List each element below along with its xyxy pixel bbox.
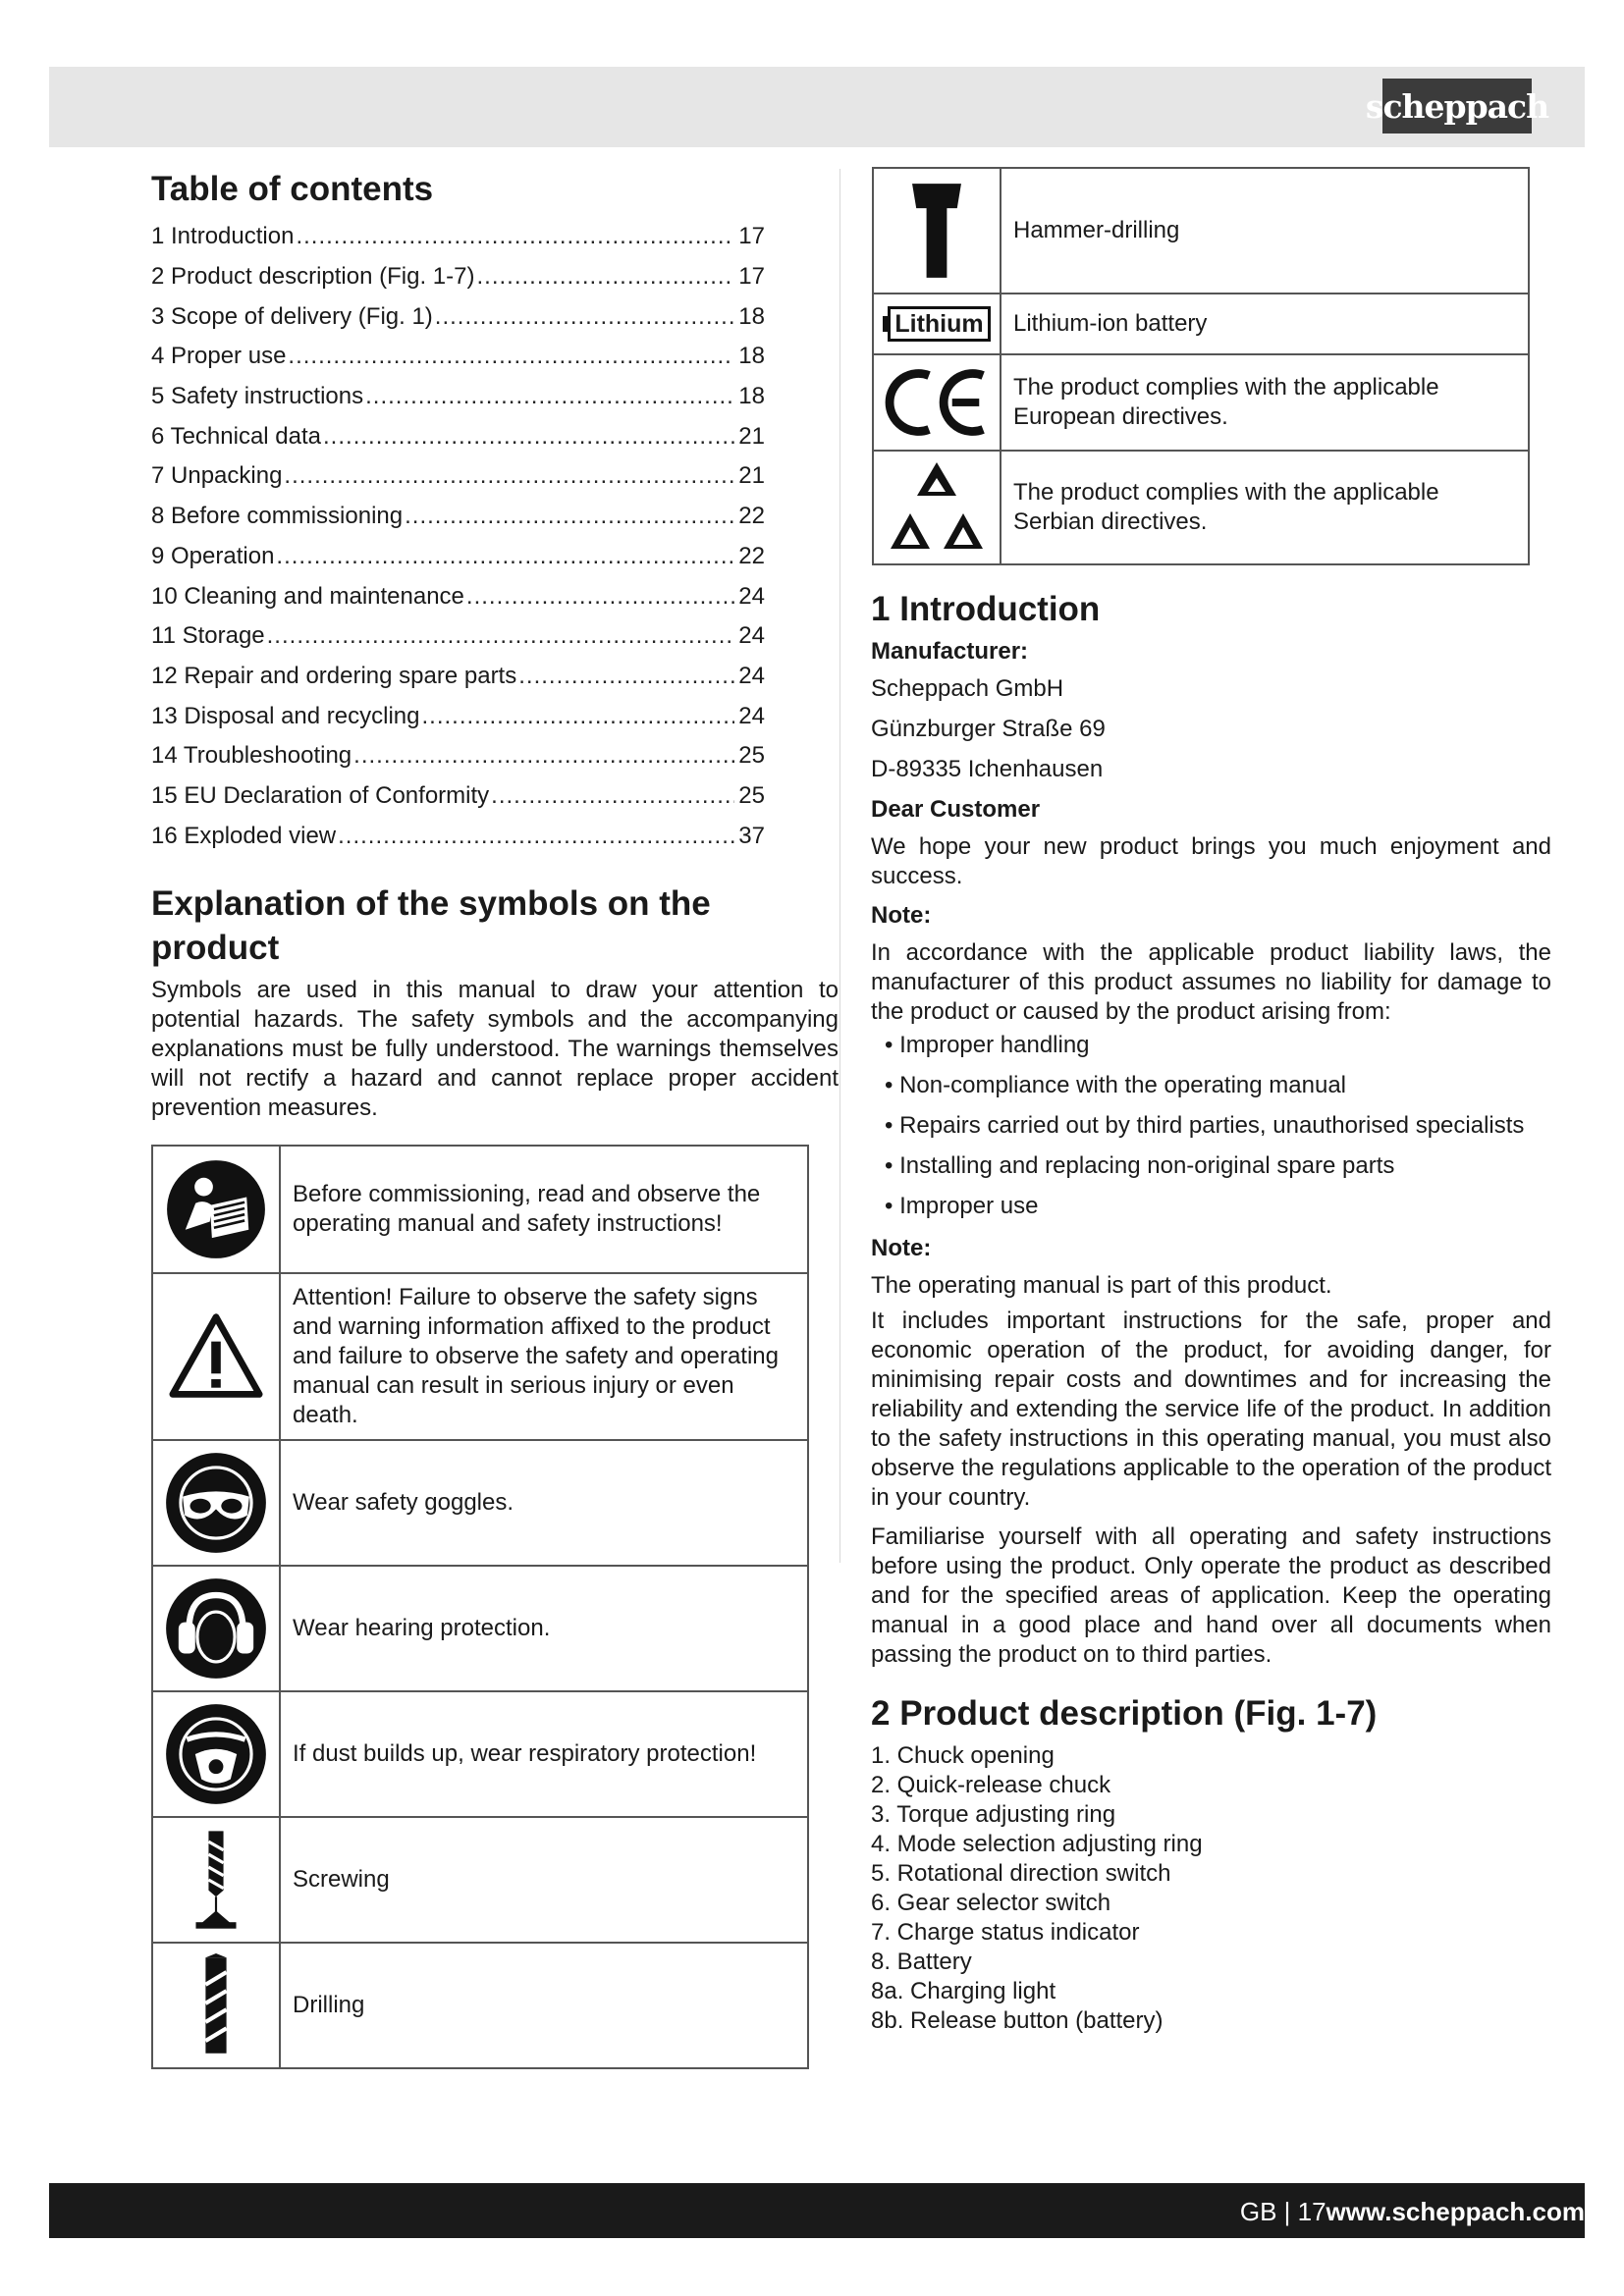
symbol-row xyxy=(152,1817,808,1943)
symbol-text: Lithium-ion battery xyxy=(1001,294,1529,354)
toc-item-page: 22 xyxy=(738,503,765,530)
part-item: 8. Battery xyxy=(871,1949,972,1975)
part-item: 6. Gear selector switch xyxy=(871,1890,1111,1916)
toc-item-label: 8 Before commissioning xyxy=(151,503,404,530)
note-label: Note: xyxy=(871,1235,932,1261)
toc-leader xyxy=(421,703,734,730)
toc-item-label: 7 Unpacking xyxy=(151,462,283,490)
note-paragraph: It includes important instructions for the safe, proper and economic operation of the product, for avoiding danger, for minimising repair costs and downtimes and for increasing the reliability and extending the service life of the product. In addition to the safety instructions in this operating manual, you must also observe the regulations applicable to the operation of the product in your country. xyxy=(871,1308,1551,1511)
bullet-item: • Non-compliance with the operating manual xyxy=(871,1071,1551,1100)
bullet-item: • Improper handling xyxy=(871,1031,1551,1060)
toc-item-label: 3 Scope of delivery (Fig. 1) xyxy=(151,302,433,330)
product-parts-list xyxy=(871,1741,1551,2036)
brand-logo: scheppach xyxy=(1382,79,1532,133)
note-line: The operating manual is part of this product. xyxy=(871,1272,1332,1299)
liability-bullets xyxy=(871,1031,1551,1221)
symbol-text: Before commissioning, read and observe the operating manual and safety instructions! xyxy=(280,1146,808,1273)
dear-customer-label: Dear Customer xyxy=(871,796,1041,823)
symbol-text: Screwing xyxy=(280,1817,808,1943)
toc-item xyxy=(151,736,765,776)
toc-item-label: 9 Operation xyxy=(151,542,275,569)
symbol-row xyxy=(873,294,1529,354)
toc-item xyxy=(151,657,765,697)
part-item: 1. Chuck opening xyxy=(871,1742,1055,1769)
respirator-icon xyxy=(164,1702,268,1806)
lithium-battery-icon xyxy=(883,306,990,342)
toc-item-page: 24 xyxy=(738,702,765,729)
liability-text: In accordance with the applicable product liability laws, the manufacturer of this product assumes no liability for damage to the product or caused by the product arising from: xyxy=(871,939,1551,1025)
toc-item-page: 17 xyxy=(738,223,765,250)
toc-item-label: 11 Storage xyxy=(151,622,265,650)
toc-item-page: 25 xyxy=(738,781,765,809)
symbol-text: Attention! Failure to observe the safety signs and warning information affixed to the product and failure to observe the safety and operating manual can result in serious injury or even death. xyxy=(280,1273,808,1440)
symbol-text: If dust builds up, wear respiratory protection! xyxy=(280,1691,808,1817)
symbol-row xyxy=(873,451,1529,564)
part-item: 3. Torque adjusting ring xyxy=(871,1801,1116,1828)
symbol-text: Hammer-drilling xyxy=(1001,168,1529,294)
part-item: 8b. Release button (battery) xyxy=(871,2007,1164,2034)
symbol-text: Wear safety goggles. xyxy=(280,1440,808,1566)
part-item: 8a. Charging light xyxy=(871,1978,1056,2004)
toc-item-label: 12 Repair and ordering spare parts xyxy=(151,662,517,689)
note-label: Note: xyxy=(871,902,932,929)
toc-item-page: 24 xyxy=(738,662,765,689)
toc-item-page: 18 xyxy=(738,302,765,330)
toc-leader xyxy=(338,823,734,850)
note-paragraph-2: Familiarise yourself with all operating and safety instructions before using the product. Only operate the product as described and for the specified areas of application. Keep the operating manual in a good place and hand over all documents when passing the product on to third parties. xyxy=(871,1523,1551,1668)
toc-title: Table of contents xyxy=(151,170,434,208)
footer-page-label: GB | 17 xyxy=(1239,2197,1326,2226)
toc-item xyxy=(151,257,765,297)
toc-item xyxy=(151,537,765,577)
part-item: 2. Quick-release chuck xyxy=(871,1772,1111,1798)
serbian-mark-icon xyxy=(883,458,991,557)
symbol-row xyxy=(152,1943,808,2068)
toc-item-label: 15 EU Declaration of Conformity xyxy=(151,781,490,809)
toc-item-page: 17 xyxy=(738,263,765,291)
toc-leader xyxy=(276,543,734,570)
toc-leader xyxy=(267,622,735,650)
toc-item-label: 10 Cleaning and maintenance xyxy=(151,582,464,610)
ce-mark-icon xyxy=(879,367,995,438)
toc-item-label: 6 Technical data xyxy=(151,422,322,450)
bullet-item: • Installing and replacing non-original spare parts xyxy=(871,1151,1551,1181)
toc-item xyxy=(151,456,765,497)
bullet-item: • Repairs carried out by third parties, unauthorised specialists xyxy=(871,1111,1551,1141)
symbol-text: The product complies with the applicable European directives. xyxy=(1001,354,1529,451)
toc-item-label: 4 Proper use xyxy=(151,343,287,370)
part-item: 7. Charge status indicator xyxy=(871,1919,1140,1946)
toc-leader xyxy=(518,663,734,690)
toc-item-page: 18 xyxy=(738,383,765,410)
toc-item-label: 2 Product description (Fig. 1-7) xyxy=(151,263,475,291)
toc-item-label: 5 Safety instructions xyxy=(151,383,364,410)
toc-item-page: 21 xyxy=(738,462,765,490)
manufacturer-city: D-89335 Ichenhausen xyxy=(871,756,1104,782)
manufacturer-company: Scheppach GmbH xyxy=(871,675,1064,702)
toc-leader xyxy=(476,263,734,291)
toc-item xyxy=(151,576,765,616)
hearing-protection-icon xyxy=(164,1576,268,1681)
toc-leader xyxy=(491,782,734,810)
toc-item xyxy=(151,217,765,257)
toc-item-label: 1 Introduction xyxy=(151,223,295,250)
toc-item xyxy=(151,497,765,537)
safety-goggles-icon xyxy=(164,1451,268,1555)
symbol-row xyxy=(152,1440,808,1566)
toc-item-page: 37 xyxy=(738,822,765,849)
column-divider xyxy=(839,169,840,1563)
toc-item xyxy=(151,337,765,377)
introduction-title: 1 Introduction xyxy=(871,590,1101,628)
symbol-row xyxy=(152,1566,808,1691)
lithium-battery-label: Lithium xyxy=(888,306,990,342)
part-item: 5. Rotational direction switch xyxy=(871,1860,1171,1887)
toc-item-label: 14 Troubleshooting xyxy=(151,742,352,770)
footer-bar xyxy=(49,2183,1585,2238)
read-manual-icon xyxy=(165,1158,267,1260)
toc-item xyxy=(151,816,765,856)
drilling-icon xyxy=(191,1953,241,2057)
manufacturer-street: Günzburger Straße 69 xyxy=(871,716,1106,742)
symbol-row xyxy=(152,1273,808,1440)
toc-leader xyxy=(466,583,734,611)
left-column xyxy=(151,167,839,2069)
toc-leader xyxy=(405,503,734,530)
toc-item-page: 18 xyxy=(738,343,765,370)
symbol-text: Wear hearing protection. xyxy=(280,1566,808,1691)
toc-leader xyxy=(288,343,734,370)
right-column xyxy=(871,167,1551,2036)
symbol-row xyxy=(873,354,1529,451)
symbols-intro: Symbols are used in this manual to draw your attention to potential hazards. The safety symbols and the accompanying explanations must be fully understood. The warnings themselves will not rectify a hazard and cannot replace proper accident prevention measures. xyxy=(151,977,839,1121)
toc-list xyxy=(151,217,839,856)
symbols-title: Explanation of the symbols on the product xyxy=(151,884,711,967)
toc-item-page: 25 xyxy=(738,742,765,770)
toc-leader xyxy=(365,383,734,410)
toc-leader xyxy=(353,742,734,770)
symbol-text: The product complies with the applicable Serbian directives. xyxy=(1001,451,1529,564)
symbols-table xyxy=(151,1145,809,2069)
toc-leader xyxy=(296,223,734,250)
toc-item-label: 16 Exploded view xyxy=(151,822,337,849)
symbol-row xyxy=(152,1146,808,1273)
footer-url: www.scheppach.com xyxy=(1326,2197,1585,2226)
symbol-text: Drilling xyxy=(280,1943,808,2068)
toc-item xyxy=(151,616,765,657)
part-item: 4. Mode selection adjusting ring xyxy=(871,1831,1203,1857)
toc-item-label: 13 Disposal and recycling xyxy=(151,702,420,729)
toc-item xyxy=(151,377,765,417)
symbol-row xyxy=(873,168,1529,294)
hammer-drilling-icon xyxy=(902,180,971,282)
symbol-row xyxy=(152,1691,808,1817)
header-bar xyxy=(49,67,1585,147)
toc-item-page: 21 xyxy=(738,422,765,450)
toc-item-page: 22 xyxy=(738,542,765,569)
manufacturer-label: Manufacturer: xyxy=(871,638,1029,665)
footer-text xyxy=(1240,2197,1585,2227)
dear-customer-text: We hope your new product brings you much enjoyment and success. xyxy=(871,833,1551,889)
toc-leader xyxy=(323,423,734,451)
toc-leader xyxy=(284,462,734,490)
toc-item-page: 24 xyxy=(738,622,765,650)
toc-item-page: 24 xyxy=(738,582,765,610)
screwing-icon xyxy=(187,1827,245,1933)
product-description-title: 2 Product description (Fig. 1-7) xyxy=(871,1694,1378,1733)
warning-triangle-icon xyxy=(169,1312,263,1401)
symbols-table-continued xyxy=(872,167,1530,565)
toc-item xyxy=(151,296,765,337)
toc-item xyxy=(151,416,765,456)
toc-item xyxy=(151,776,765,817)
toc-item xyxy=(151,696,765,736)
toc-leader xyxy=(435,303,735,331)
bullet-item: • Improper use xyxy=(871,1192,1551,1221)
